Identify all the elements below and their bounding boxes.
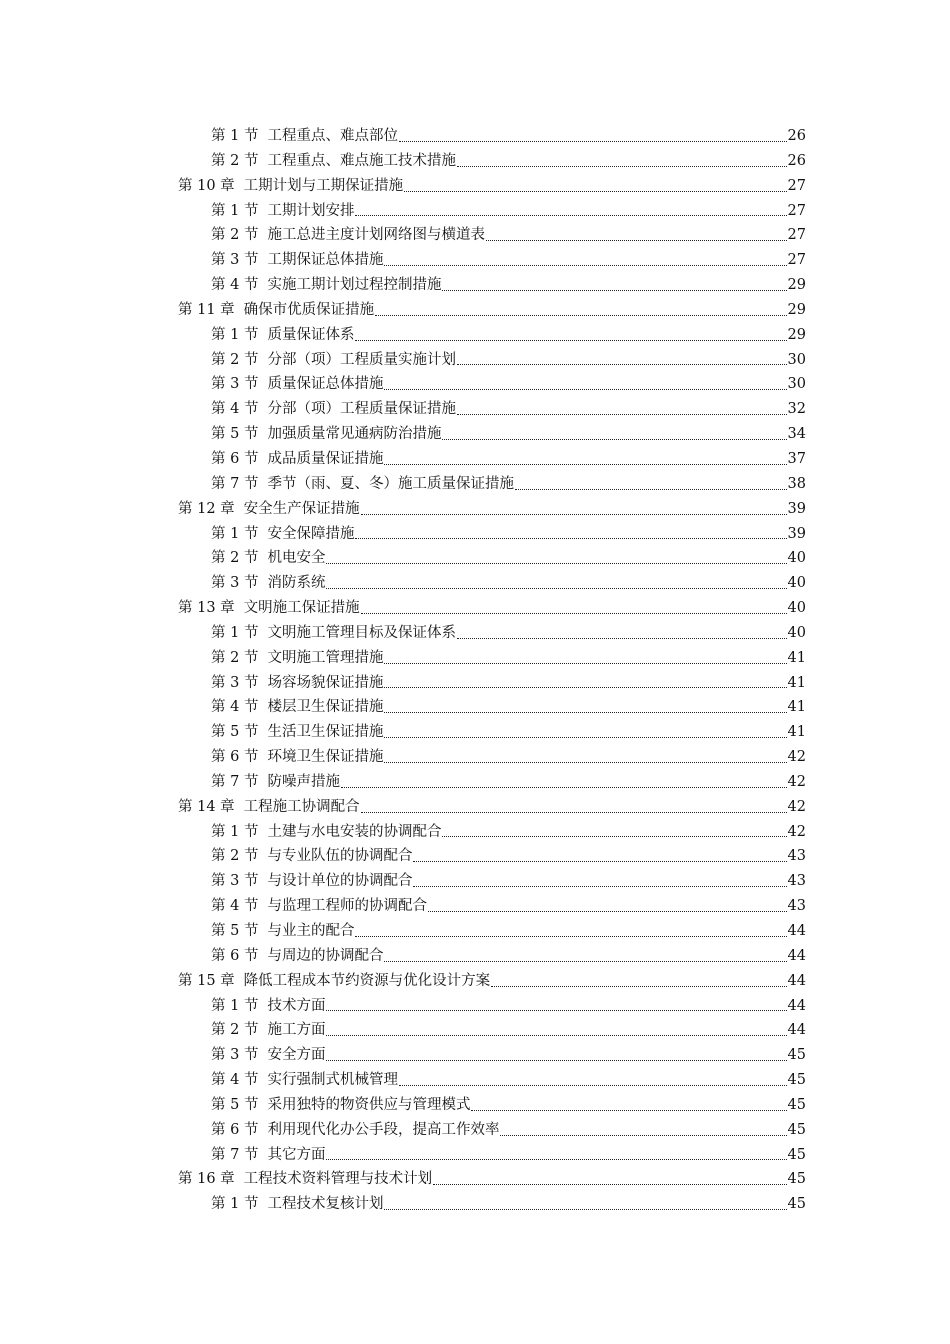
toc-dot-leader: [433, 1184, 786, 1185]
toc-entry-title: 与专业队伍的协调配合: [267, 848, 413, 865]
toc-page-number: 42: [787, 773, 806, 790]
toc-entry-title: 楼层卫生保证措施: [267, 699, 384, 716]
toc-entry-title: 场容场貌保证措施: [267, 674, 384, 691]
toc-entry-number: 第 1 节: [211, 326, 259, 343]
toc-entry-label: [211, 1143, 325, 1168]
toc-dot-leader: [500, 1135, 786, 1136]
toc-page-number: 26: [787, 152, 806, 169]
toc-dot-leader: [355, 538, 786, 539]
toc-entry-label: [211, 621, 456, 646]
toc-section-entry[interactable]: [178, 1118, 806, 1143]
toc-section-entry[interactable]: [178, 571, 806, 596]
toc-dot-leader: [515, 489, 787, 490]
toc-page-number: 45: [787, 1047, 806, 1064]
toc-entry-label: [211, 869, 412, 894]
toc-entry-label: [211, 472, 514, 497]
toc-page-number: 44: [787, 947, 806, 964]
toc-page-number: 39: [787, 525, 806, 542]
toc-entry-title: 分部（项）工程质量实施计划: [267, 351, 456, 368]
toc-entry-number: 第 11 章: [178, 301, 235, 318]
toc-entry-title: 工程施工协调配合: [243, 798, 360, 815]
toc-section-entry[interactable]: [178, 248, 806, 273]
toc-dot-leader: [384, 464, 786, 465]
toc-section-entry[interactable]: [178, 621, 806, 646]
toc-page-number: 45: [787, 1096, 806, 1113]
toc-entry-title: 工期保证总体措施: [267, 252, 384, 269]
toc-section-entry[interactable]: [178, 1068, 806, 1093]
toc-page-number: 30: [787, 351, 806, 368]
toc-section-entry[interactable]: [178, 372, 806, 397]
toc-page-number: 29: [787, 301, 806, 318]
toc-entry-title: 工期计划与工期保证措施: [243, 177, 404, 194]
toc-page-number: 44: [787, 997, 806, 1014]
toc-section-entry[interactable]: [178, 720, 806, 745]
toc-entry-label: [211, 273, 441, 298]
toc-page-number: 44: [787, 972, 806, 989]
toc-entry-label: [211, 571, 325, 596]
toc-entry-number: 第 2 节: [211, 848, 259, 865]
toc-page-number: 32: [787, 401, 806, 418]
toc-chapter-entry[interactable]: [178, 969, 806, 994]
toc-entry-label: [211, 944, 383, 969]
toc-page-number: 30: [787, 376, 806, 393]
toc-entry-number: 第 4 节: [211, 401, 259, 418]
toc-section-entry[interactable]: [178, 522, 806, 547]
toc-entry-title: 采用独特的物资供应与管理模式: [267, 1096, 471, 1113]
toc-page-number: 41: [787, 699, 806, 716]
toc-page-number: 41: [787, 724, 806, 741]
toc-entry-label: [211, 124, 398, 149]
toc-page-number: 40: [787, 600, 806, 617]
toc-entry-number: 第 1 节: [211, 128, 259, 144]
toc-entry-label: [211, 820, 441, 845]
toc-entry-title: 分部（项）工程质量保证措施: [267, 401, 456, 418]
toc-dot-leader: [399, 1085, 787, 1086]
toc-page-number: 37: [787, 450, 806, 467]
toc-entry-title: 文明施工保证措施: [243, 600, 360, 617]
toc-entry-label: [211, 372, 383, 397]
toc-dot-leader: [413, 861, 786, 862]
toc-section-entry[interactable]: [178, 1192, 806, 1217]
toc-section-entry[interactable]: [178, 397, 806, 422]
toc-entry-title: 生活卫生保证措施: [267, 724, 384, 741]
toc-page-number: 44: [787, 1022, 806, 1039]
table-of-contents: [178, 124, 806, 1217]
toc-entry-label: [178, 298, 374, 323]
toc-entry-title: 与监理工程师的协调配合: [267, 898, 427, 915]
toc-entry-label: [178, 596, 360, 621]
toc-dot-leader: [442, 290, 786, 291]
toc-entry-title: 文明施工管理措施: [267, 649, 384, 666]
toc-entry-title: 机电安全: [267, 550, 326, 567]
toc-entry-number: 第 4 节: [211, 898, 259, 915]
toc-section-entry[interactable]: [178, 994, 806, 1019]
toc-chapter-entry[interactable]: [178, 497, 806, 522]
toc-entry-number: 第 1 节: [211, 997, 259, 1014]
toc-entry-number: 第 2 节: [211, 351, 259, 368]
toc-page-number: 42: [787, 749, 806, 766]
toc-chapter-entry[interactable]: [178, 1167, 806, 1192]
toc-entry-title: 确保市优质保证措施: [243, 301, 375, 318]
toc-dot-leader: [326, 1060, 786, 1061]
toc-section-entry[interactable]: [178, 1018, 806, 1043]
toc-page-number: 27: [787, 227, 806, 244]
toc-entry-number: 第 3 节: [211, 674, 259, 691]
toc-entry-number: 第 5 节: [211, 724, 259, 741]
toc-page-number: 43: [787, 898, 806, 915]
toc-entry-number: 第 2 节: [211, 550, 259, 567]
toc-entry-number: 第 3 节: [211, 376, 259, 393]
toc-section-entry[interactable]: [178, 671, 806, 696]
toc-page-number: 38: [787, 475, 806, 492]
toc-entry-label: [211, 348, 456, 373]
toc-entry-title: 降低工程成本节约资源与优化设计方案: [243, 972, 491, 989]
toc-entry-title: 质量保证总体措施: [267, 376, 384, 393]
toc-entry-title: 实行强制式机械管理: [267, 1072, 398, 1089]
toc-entry-label: [211, 1068, 398, 1093]
toc-page-number: 39: [787, 500, 806, 517]
toc-entry-number: 第 3 节: [211, 1047, 259, 1064]
toc-entry-number: 第 12 章: [178, 500, 235, 517]
toc-entry-title: 其它方面: [267, 1146, 326, 1163]
toc-entry-title: 工程技术复核计划: [267, 1196, 384, 1213]
toc-entry-title: 工期计划安排: [267, 202, 355, 219]
toc-entry-number: 第 1 节: [211, 624, 259, 641]
toc-entry-title: 与周边的协调配合: [267, 947, 384, 964]
toc-entry-number: 第 6 节: [211, 749, 259, 766]
toc-page-number: 41: [787, 674, 806, 691]
toc-entry-number: 第 7 节: [211, 773, 259, 790]
toc-page-number: 27: [787, 202, 806, 219]
toc-entry-label: [211, 422, 441, 447]
toc-entry-title: 技术方面: [267, 997, 326, 1014]
toc-page-number: 45: [787, 1196, 806, 1213]
toc-entry-label: [211, 1043, 325, 1068]
toc-dot-leader: [486, 240, 787, 241]
toc-dot-leader: [457, 166, 787, 167]
toc-entry-label: [211, 1118, 499, 1143]
toc-entry-title: 利用现代化办公手段，提高工作效率: [267, 1121, 500, 1138]
toc-entry-number: 第 3 节: [211, 252, 259, 269]
toc-dot-leader: [361, 613, 787, 614]
toc-page-number: 44: [787, 923, 806, 939]
toc-entry-label: [178, 795, 360, 820]
toc-entry-title: 施工方面: [267, 1022, 326, 1039]
toc-page-number: 43: [787, 873, 806, 890]
toc-dot-leader: [471, 1110, 786, 1111]
toc-section-entry[interactable]: [178, 273, 806, 298]
toc-entry-label: [211, 695, 383, 720]
toc-entry-label: [211, 671, 383, 696]
toc-entry-number: 第 1 节: [211, 525, 259, 542]
toc-section-entry[interactable]: [178, 472, 806, 497]
toc-dot-leader: [384, 389, 786, 390]
toc-section-entry[interactable]: [178, 844, 806, 869]
toc-entry-label: [211, 546, 325, 571]
toc-entry-number: 第 2 节: [211, 649, 259, 666]
toc-dot-leader: [326, 1159, 786, 1160]
toc-entry-label: [211, 248, 383, 273]
toc-page-number: 42: [787, 823, 806, 840]
toc-entry-label: [211, 720, 383, 745]
toc-dot-leader: [326, 588, 786, 589]
toc-dot-leader: [428, 911, 787, 912]
toc-entry-label: [211, 894, 427, 919]
toc-page-number: 40: [787, 624, 806, 641]
toc-page-number: 29: [787, 277, 806, 294]
toc-entry-label: [211, 447, 383, 472]
toc-entry-title: 施工总进主度计划网络图与横道表: [267, 227, 485, 244]
toc-section-entry[interactable]: [178, 149, 806, 174]
toc-entry-number: 第 5 节: [211, 923, 259, 939]
toc-entry-label: [211, 397, 456, 422]
toc-chapter-entry[interactable]: [178, 174, 806, 199]
toc-entry-number: 第 3 节: [211, 873, 259, 890]
toc-section-entry[interactable]: [178, 1143, 806, 1168]
toc-dot-leader: [326, 1035, 786, 1036]
toc-entry-label: [211, 149, 456, 174]
toc-entry-label: [178, 1167, 432, 1192]
toc-dot-leader: [442, 439, 786, 440]
toc-entry-title: 加强质量常见通病防治措施: [267, 426, 442, 443]
toc-section-entry[interactable]: [178, 323, 806, 348]
toc-entry-title: 工程重点、难点部位: [267, 128, 398, 144]
toc-entry-label: [178, 497, 360, 522]
toc-entry-title: 季节（雨、夏、冬）施工质量保证措施: [267, 475, 514, 492]
toc-dot-leader: [355, 340, 786, 341]
toc-dot-leader: [384, 663, 786, 664]
toc-page-number: 40: [787, 575, 806, 592]
toc-entry-number: 第 5 节: [211, 426, 259, 443]
toc-entry-title: 工程重点、难点施工技术措施: [267, 152, 456, 169]
toc-entry-number: 第 5 节: [211, 1096, 259, 1113]
toc-dot-leader: [442, 836, 786, 837]
toc-entry-title: 安全方面: [267, 1047, 326, 1064]
toc-page-number: 42: [787, 798, 806, 815]
toc-entry-label: [211, 919, 354, 944]
toc-section-entry[interactable]: [178, 919, 806, 944]
toc-chapter-entry[interactable]: [178, 795, 806, 820]
toc-page-number: 45: [787, 1072, 806, 1089]
toc-section-entry[interactable]: [178, 348, 806, 373]
toc-entry-label: [211, 844, 412, 869]
toc-entry-title: 实施工期计划过程控制措施: [267, 277, 442, 294]
toc-dot-leader: [384, 687, 786, 688]
toc-section-entry[interactable]: [178, 223, 806, 248]
toc-section-entry[interactable]: [178, 447, 806, 472]
toc-entry-number: 第 6 节: [211, 450, 259, 467]
toc-page-number: 45: [787, 1146, 806, 1163]
toc-entry-number: 第 15 章: [178, 972, 235, 989]
toc-dot-leader: [457, 638, 787, 639]
toc-page-number: 27: [787, 252, 806, 269]
toc-section-entry[interactable]: [178, 1043, 806, 1068]
toc-dot-leader: [361, 514, 787, 515]
toc-dot-leader: [341, 787, 787, 788]
toc-entry-number: 第 4 节: [211, 699, 259, 716]
toc-dot-leader: [384, 737, 786, 738]
toc-page-number: 45: [787, 1171, 806, 1188]
toc-page-number: 26: [787, 128, 806, 144]
toc-entry-number: 第 2 节: [211, 1022, 259, 1039]
toc-dot-leader: [355, 215, 786, 216]
toc-entry-number: 第 14 章: [178, 798, 235, 815]
toc-entry-title: 文明施工管理目标及保证体系: [267, 624, 456, 641]
toc-entry-label: [178, 174, 403, 199]
toc-page-number: 27: [787, 177, 806, 194]
toc-entry-label: [211, 646, 383, 671]
toc-dot-leader: [355, 936, 786, 937]
toc-entry-number: 第 1 节: [211, 1196, 259, 1213]
toc-section-entry[interactable]: [178, 1093, 806, 1118]
toc-dot-leader: [361, 812, 787, 813]
toc-chapter-entry[interactable]: [178, 298, 806, 323]
toc-entry-number: 第 3 节: [211, 575, 259, 592]
toc-entry-label: [211, 1192, 383, 1217]
toc-entry-title: 环境卫生保证措施: [267, 749, 384, 766]
toc-dot-leader: [384, 1209, 786, 1210]
toc-entry-number: 第 1 节: [211, 823, 259, 840]
toc-entry-number: 第 2 节: [211, 152, 259, 169]
toc-entry-title: 成品质量保证措施: [267, 450, 384, 467]
toc-dot-leader: [413, 886, 786, 887]
toc-entry-number: 第 4 节: [211, 277, 259, 294]
toc-dot-leader: [457, 414, 787, 415]
toc-dot-leader: [491, 986, 786, 987]
toc-section-entry[interactable]: [178, 820, 806, 845]
toc-section-entry[interactable]: [178, 646, 806, 671]
toc-dot-leader: [404, 191, 786, 192]
toc-section-entry[interactable]: [178, 770, 806, 795]
toc-section-entry[interactable]: [178, 869, 806, 894]
toc-dot-leader: [457, 364, 787, 365]
toc-entry-number: 第 6 节: [211, 947, 259, 964]
toc-entry-label: [178, 969, 490, 994]
toc-dot-leader: [384, 961, 786, 962]
toc-entry-title: 与设计单位的协调配合: [267, 873, 413, 890]
toc-dot-leader: [384, 712, 786, 713]
toc-entry-label: [211, 745, 383, 770]
toc-section-entry[interactable]: [178, 422, 806, 447]
toc-section-entry[interactable]: [178, 894, 806, 919]
toc-entry-number: 第 4 节: [211, 1072, 259, 1089]
toc-page-number: 40: [787, 550, 806, 567]
toc-entry-label: [211, 1093, 470, 1118]
toc-section-entry[interactable]: [178, 944, 806, 969]
toc-entry-label: [211, 770, 340, 795]
toc-chapter-entry[interactable]: [178, 596, 806, 621]
toc-dot-leader: [375, 315, 786, 316]
toc-entry-title: 工程技术资料管理与技术计划: [243, 1171, 433, 1188]
toc-entry-number: 第 1 节: [211, 202, 259, 219]
toc-entry-number: 第 13 章: [178, 600, 235, 617]
toc-section-entry[interactable]: [178, 199, 806, 224]
toc-entry-label: [211, 1018, 325, 1043]
toc-entry-title: 质量保证体系: [267, 326, 355, 343]
toc-section-entry[interactable]: [178, 695, 806, 720]
toc-dot-leader: [384, 762, 786, 763]
toc-page-number: 41: [787, 649, 806, 666]
toc-section-entry[interactable]: [178, 546, 806, 571]
toc-entry-title: 消防系统: [267, 575, 326, 592]
toc-dot-leader: [326, 1010, 786, 1011]
toc-entry-title: 土建与水电安装的协调配合: [267, 823, 442, 840]
toc-entry-title: 与业主的配合: [267, 923, 355, 939]
toc-entry-label: [211, 994, 325, 1019]
toc-page-number: 34: [787, 426, 806, 443]
toc-entry-title: 防噪声措施: [267, 773, 340, 790]
toc-page-number: 45: [787, 1121, 806, 1138]
toc-dot-leader: [326, 563, 786, 564]
toc-entry-title: 安全保障措施: [267, 525, 355, 542]
toc-section-entry[interactable]: [178, 745, 806, 770]
toc-entry-number: 第 16 章: [178, 1171, 235, 1188]
toc-entry-title: 安全生产保证措施: [243, 500, 360, 517]
toc-entry-number: 第 10 章: [178, 177, 235, 194]
toc-entry-label: [211, 323, 354, 348]
toc-entry-number: 第 7 节: [211, 1146, 259, 1163]
toc-section-entry[interactable]: [178, 124, 806, 149]
toc-entry-label: [211, 199, 354, 224]
toc-dot-leader: [399, 141, 787, 142]
toc-page-number: 29: [787, 326, 806, 343]
toc-entry-number: 第 7 节: [211, 475, 259, 492]
toc-entry-label: [211, 223, 485, 248]
toc-page-number: 43: [787, 848, 806, 865]
toc-entry-number: 第 2 节: [211, 227, 259, 244]
toc-entry-label: [211, 522, 354, 547]
toc-dot-leader: [384, 265, 786, 266]
toc-entry-number: 第 6 节: [211, 1121, 259, 1138]
